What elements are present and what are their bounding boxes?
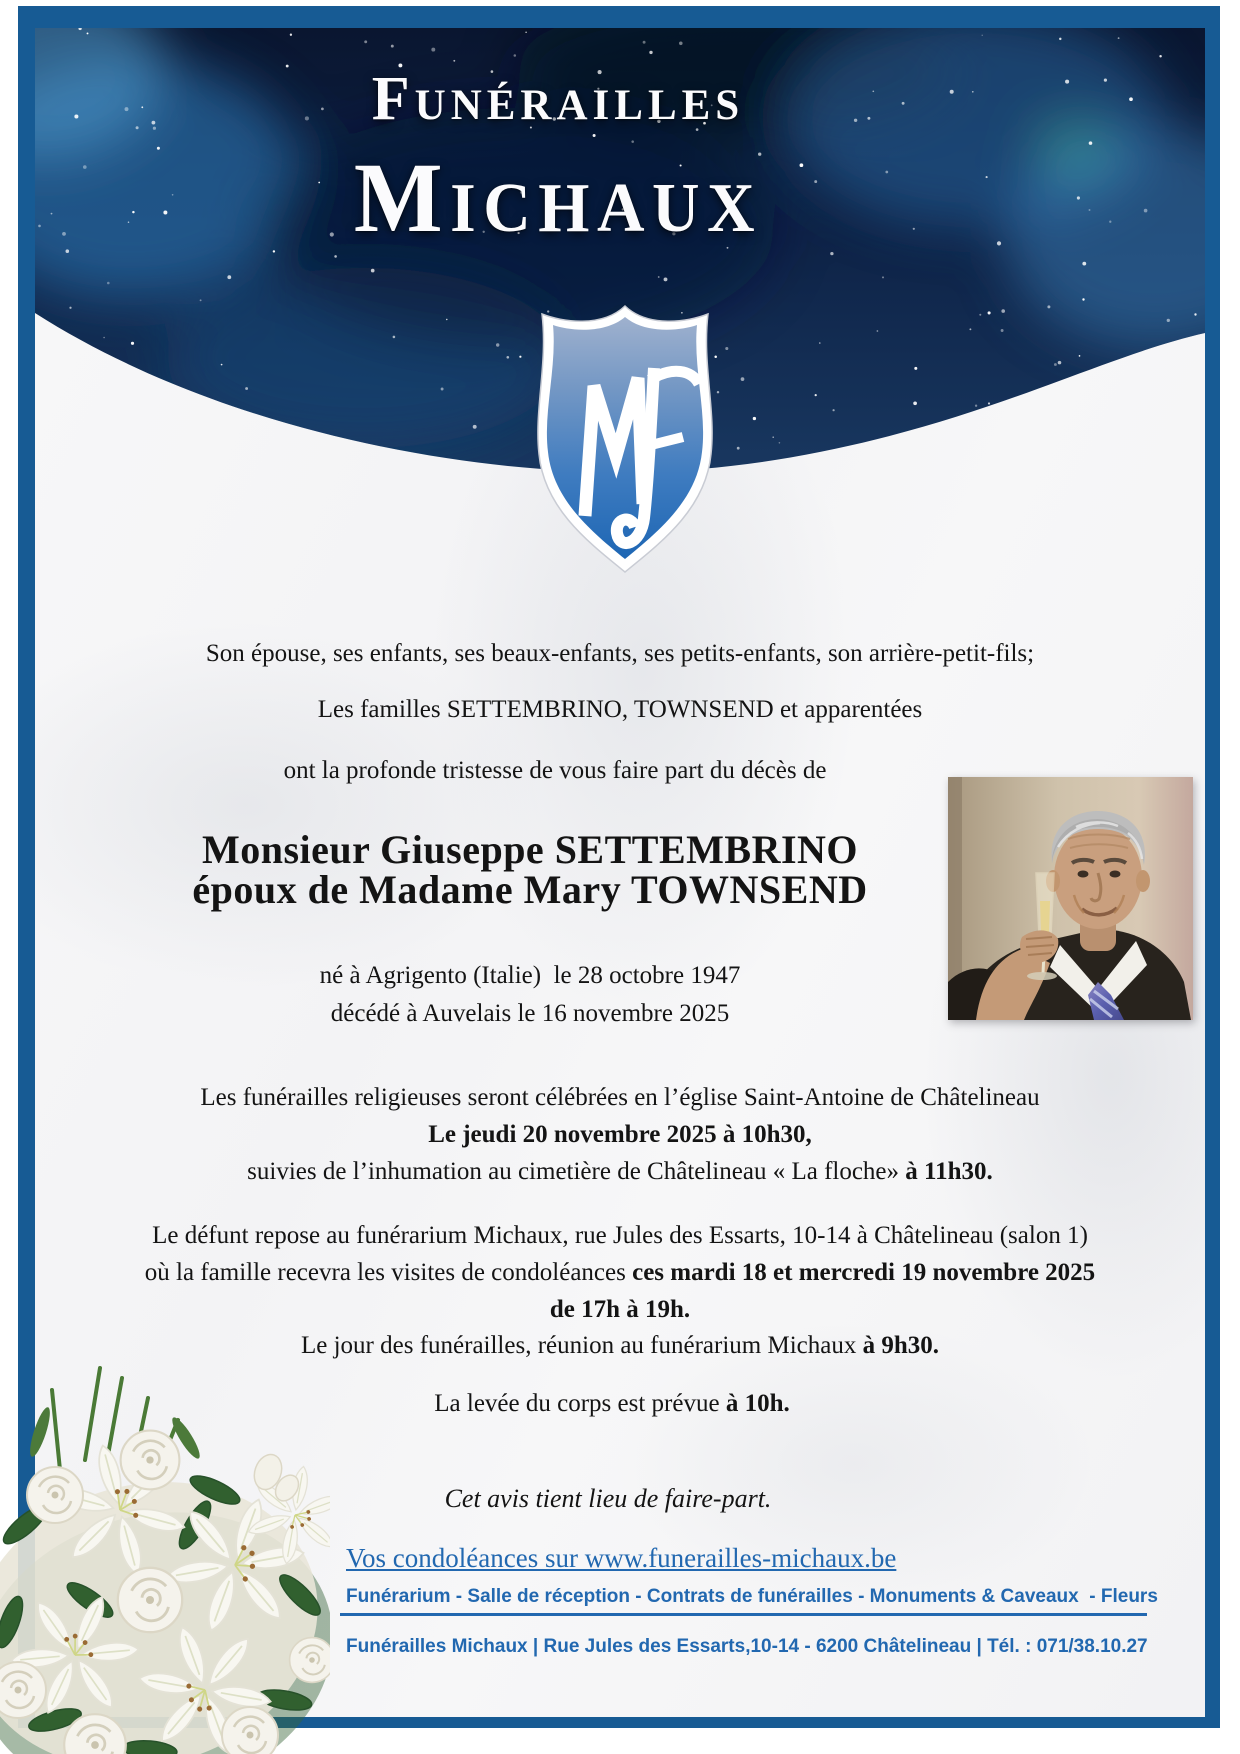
birth-line: né à Agrigento (Italie) le 28 octobre 1947 [319, 962, 741, 989]
visits-text: où la famille recevra les visites de condoléances [144, 1259, 633, 1286]
ceremony-burial-line [35, 1158, 1205, 1186]
burial-time: à 11h30. [905, 1158, 993, 1185]
intro-line-family: Son épouse, ses enfants, ses beaux-enfants, ses petits-enfants, son arrière-petit-fils; [205, 640, 1035, 667]
deceased-name: Monsieur Giuseppe SETTEMBRINO [201, 827, 859, 872]
deceased-portrait-photo [948, 777, 1193, 1020]
brand-name-line1: Funérailles [371, 65, 745, 133]
shield-logo-icon [530, 304, 720, 576]
removal-text: La levée du corps est prévue [434, 1390, 726, 1417]
meeting-line [35, 1332, 1205, 1360]
death-line: décédé à Auvelais le 16 novembre 2025 [330, 1000, 730, 1027]
brand-name-line2: Michaux [353, 142, 763, 253]
burial-text: suivies de l’inhumation au cimetière de Châtelineau « La floche» [247, 1158, 906, 1185]
notice-line: Cet avis tient lieu de faire-part. [444, 1484, 772, 1513]
deceased-spouse: époux de Madame Mary TOWNSEND [192, 867, 868, 912]
flower-bouquet [0, 1360, 330, 1754]
visits-dates: ces mardi 18 et mercredi 19 novembre 2025 [632, 1259, 1096, 1286]
footer-divider [340, 1613, 1147, 1616]
ceremony-date-line: Le jeudi 20 novembre 2025 à 10h30, [428, 1121, 812, 1148]
intro-line-families: Les familles SETTEMBRINO, TOWNSEND et apparentées [317, 696, 923, 723]
services-line: Funérarium - Salle de réception - Contrats de funérailles - Monuments & Caveaux - Fleurs [346, 1586, 1158, 1607]
meeting-text: Le jour des funérailles, réunion au funérarium Michaux [300, 1332, 863, 1359]
visits-hours-line: de 17h à 19h. [549, 1296, 691, 1323]
ceremony-church-line: Les funérailles religieuses seront célébrées en l’église Saint-Antoine de Châtelineau [200, 1084, 1040, 1111]
condolence-visits-line [35, 1259, 1205, 1287]
meeting-time: à 9h30. [862, 1332, 939, 1359]
removal-time: à 10h. [725, 1390, 790, 1417]
intro-line-announcement: ont la profonde tristesse de vous faire part du décès de [283, 757, 827, 784]
funerarium-line: Le défunt repose au funérarium Michaux, rue Jules des Essarts, 10-14 à Châtelineau (salon 1) [152, 1222, 1088, 1249]
contact-line: Funérailles Michaux | Rue Jules des Essarts,10-14 - 6200 Châtelineau | Tél. : 071/38.10.27 [346, 1636, 1148, 1657]
condolences-link[interactable]: Vos condoléances sur www.funerailles-michaux.be [346, 1543, 897, 1573]
